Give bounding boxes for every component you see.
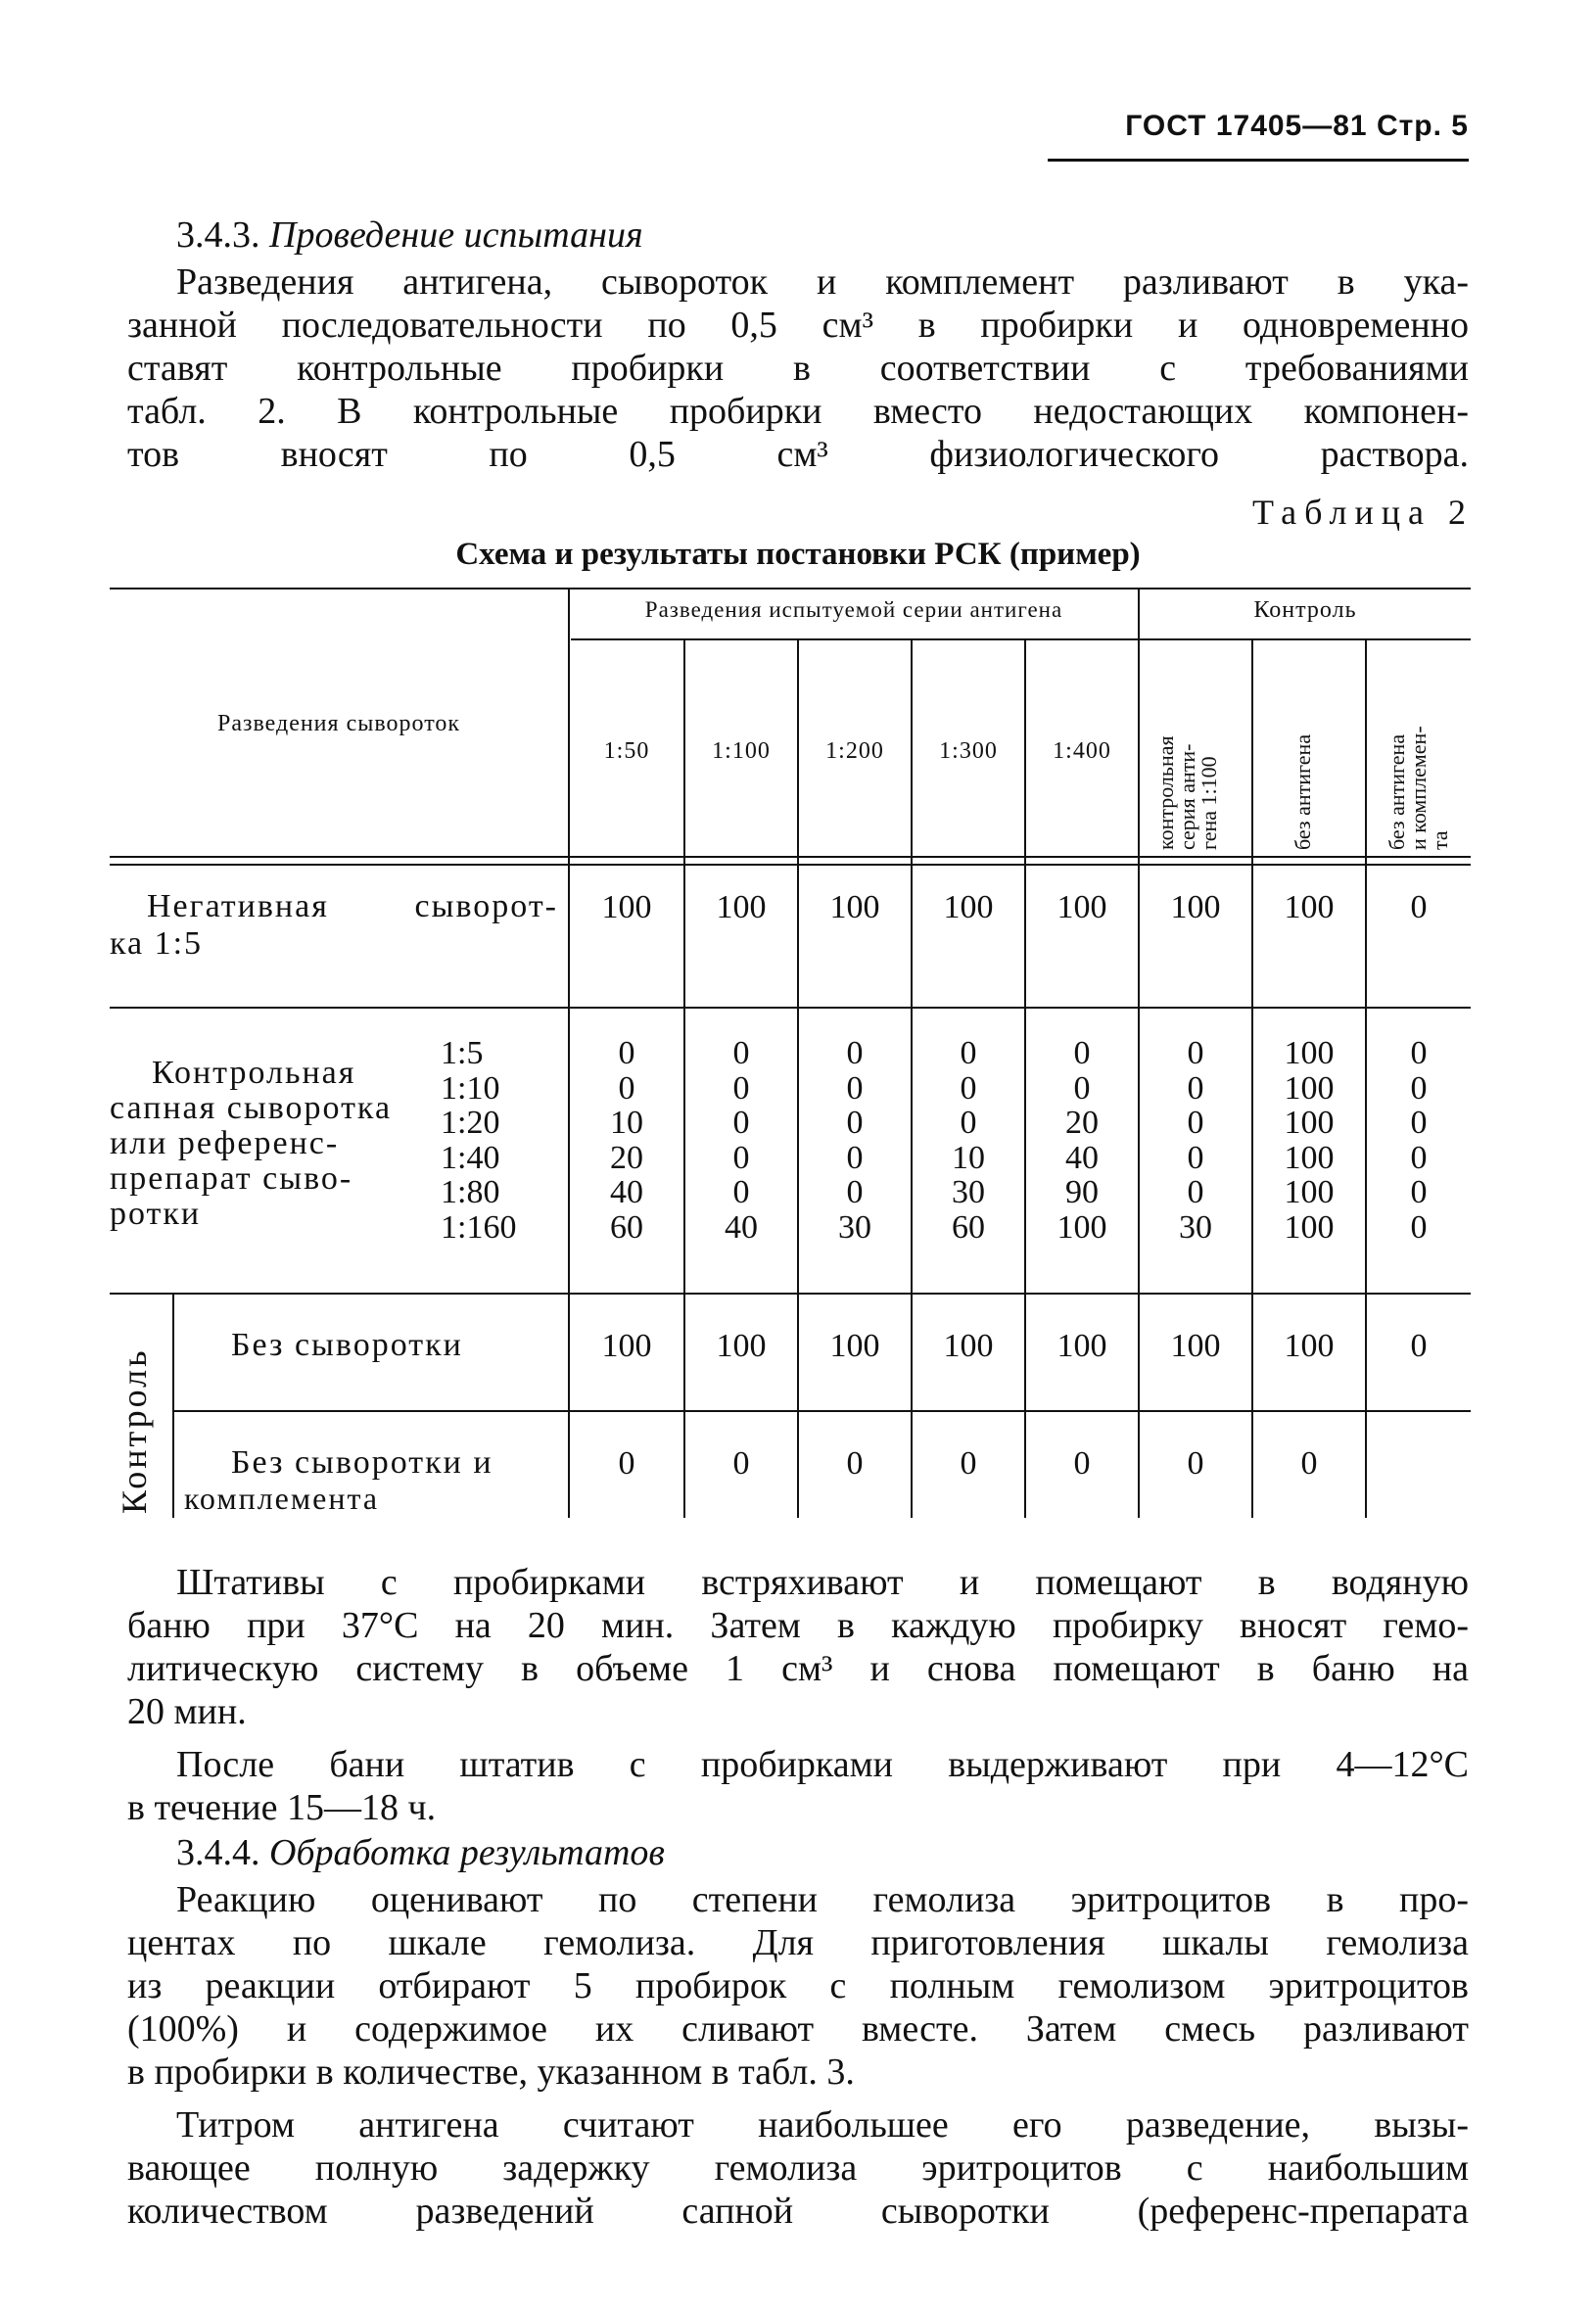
dilution-header: 1:400 <box>1053 738 1111 764</box>
text-line: тов вносят по 0,5 см³ физиологического раствора. <box>127 434 1469 475</box>
table-cell: 100 <box>601 889 652 925</box>
control-block-rule <box>172 1293 174 1518</box>
text-line: ставят контрольные пробирки в соответствии с требованиями <box>127 348 1469 389</box>
table-cell: 0 <box>732 1445 750 1482</box>
section-343-heading <box>176 213 1469 257</box>
table-cell: 0 <box>960 1445 977 1482</box>
control-serum-col-1-100: 0 0 0 0 0 40 <box>725 1035 758 1246</box>
text-line: табл. 2. В контрольные пробирки вместо недостающих компонен- <box>127 391 1469 432</box>
text-line: После бани штатив с пробирками выдерживают при 4—12°С <box>176 1744 1469 1785</box>
table-cell: 100 <box>716 1328 767 1364</box>
text-line: Контрольная <box>152 1055 356 1091</box>
table-cell: 100 <box>829 889 880 925</box>
control-serum-col-1-400: 0 0 20 40 90 100 <box>1056 1035 1107 1246</box>
table-cell: 0 <box>1410 889 1428 925</box>
text-line: (100%) и содержимое их сливают вместе. Затем смесь разливают <box>127 2008 1469 2050</box>
control-serum-col-1-300: 0 0 0 10 30 60 <box>952 1035 985 1246</box>
text-line: вающее полную задержку гемолиза эритроцитов с наибольшим <box>127 2147 1469 2189</box>
table-cell: 0 <box>1073 1445 1091 1482</box>
control-header-no-antigen-complement: без антигена и комплемен- та <box>1385 726 1452 850</box>
table-top-rule <box>110 588 1471 590</box>
text-line: из реакции отбирают 5 пробирок с полным гемолизом эритроцитов <box>127 1965 1469 2006</box>
table-cell: 100 <box>1284 1328 1335 1364</box>
table-cell: 100 <box>943 1328 994 1364</box>
control-header-series: контрольная серия анти- гена 1:100 <box>1153 735 1221 850</box>
dilution-header: 1:300 <box>939 738 998 764</box>
control-serum-dilutions: 1:5 1:10 1:20 1:40 1:80 1:160 <box>441 1035 517 1246</box>
text-line: Штативы с пробирками встряхивают и помещают в водяную <box>176 1562 1469 1603</box>
header-bottom-rule-2 <box>110 864 1471 866</box>
control-serum-col-1-200: 0 0 0 0 0 30 <box>838 1035 871 1246</box>
table-cell: 0 <box>1187 1445 1204 1482</box>
text-line: центах по шкале гемолиза. Для приготовления шкалы гемолиза <box>127 1922 1469 1963</box>
control-serum-col-no-antigen: 100 100 100 100 100 100 <box>1284 1035 1335 1246</box>
text-line: ротки <box>110 1196 202 1232</box>
table-cell: 0 <box>618 1445 635 1482</box>
text-line: Титром антигена считают наибольшее его разведение, вызы- <box>176 2104 1469 2146</box>
control-serum-col-no-antigen-complement: 0 0 0 0 0 0 <box>1410 1035 1428 1246</box>
section-343-number: 3.4.3. <box>176 214 260 256</box>
control-header-no-antigen: без антигена <box>1291 733 1315 850</box>
header-bottom-rule <box>110 856 1471 858</box>
no-serum-complement-label-2: комплемента <box>184 1481 380 1516</box>
control-vertical-label: Контроль <box>115 1347 154 1514</box>
text-line: литическую систему в объеме 1 см³ и снова помещают в баню на <box>127 1648 1469 1689</box>
table-cell: 100 <box>1284 889 1335 925</box>
table-cell: 100 <box>1056 1328 1107 1364</box>
no-serum-label: Без сыворотки <box>231 1327 463 1363</box>
control-serum-col-1-50: 0 0 10 20 40 60 <box>610 1035 643 1246</box>
negative-serum-label: Негативная сыворот- <box>147 888 558 924</box>
dilution-header: 1:200 <box>825 738 884 764</box>
group-header-control: Контроль <box>1253 597 1357 623</box>
text-line: занной последовательности по 0,5 см³ в пробирки и одновременно <box>127 305 1469 346</box>
table-cell: 100 <box>716 889 767 925</box>
table-cell: 100 <box>1170 1328 1221 1364</box>
table-cell: 100 <box>1170 889 1221 925</box>
row-rule <box>110 1293 1471 1295</box>
dilution-header: 1:50 <box>603 738 650 764</box>
section-344-title: Обработка результатов <box>269 1832 665 1873</box>
table-cell: 0 <box>846 1445 864 1482</box>
page-header: ГОСТ 17405—81 Стр. 5 <box>1125 110 1469 142</box>
control-serum-col-control-series: 0 0 0 0 0 30 <box>1179 1035 1212 1246</box>
section-343-title: Проведение испытания <box>269 214 643 256</box>
text-line: Разведения антигена, сывороток и комплемент разливают в ука- <box>176 261 1469 303</box>
header-rule <box>1048 159 1469 162</box>
table-caption: Таблица 2 <box>1252 493 1474 532</box>
negative-serum-label-2: ка 1:5 <box>110 925 204 962</box>
text-line: баню при 37°С на 20 мин. Затем в каждую пробирку вносят гемо- <box>127 1605 1469 1646</box>
table-cell: 100 <box>1056 889 1107 925</box>
row-rule <box>172 1410 1471 1412</box>
dilution-header: 1:100 <box>712 738 771 764</box>
table-title: Схема и результаты постановки РСК (пример) <box>455 537 1141 572</box>
text-line: в пробирки в количестве, указанном в табл. 3. <box>127 2052 855 2093</box>
text-line: сапная сыворотка <box>110 1090 393 1126</box>
section-344-number: 3.4.4. <box>176 1832 260 1873</box>
group-rule <box>571 638 1471 640</box>
row-rule <box>110 1007 1471 1009</box>
table-cell: 100 <box>601 1328 652 1364</box>
section-344-heading <box>176 1831 1469 1874</box>
text-line: 20 мин. <box>127 1691 247 1732</box>
text-line: или референс- <box>110 1125 340 1161</box>
text-line: Реакцию оценивают по степени гемолиза эритроцитов в про- <box>176 1879 1469 1920</box>
group-header-antigen: Разведения испытуемой серии антигена <box>644 597 1063 622</box>
text-line: количеством разведений сапной сыворотки (референс-препарата <box>127 2191 1469 2232</box>
text-line: в течение 15—18 ч. <box>127 1787 437 1828</box>
row-header-label: Разведения сывороток <box>216 711 461 736</box>
table-cell: 0 <box>1300 1445 1318 1482</box>
table-cell: 100 <box>829 1328 880 1364</box>
table-cell: 100 <box>943 889 994 925</box>
table-cell: 0 <box>1410 1328 1428 1364</box>
no-serum-complement-label: Без сыворотки и <box>231 1444 493 1481</box>
text-line: препарат сыво- <box>110 1160 353 1197</box>
